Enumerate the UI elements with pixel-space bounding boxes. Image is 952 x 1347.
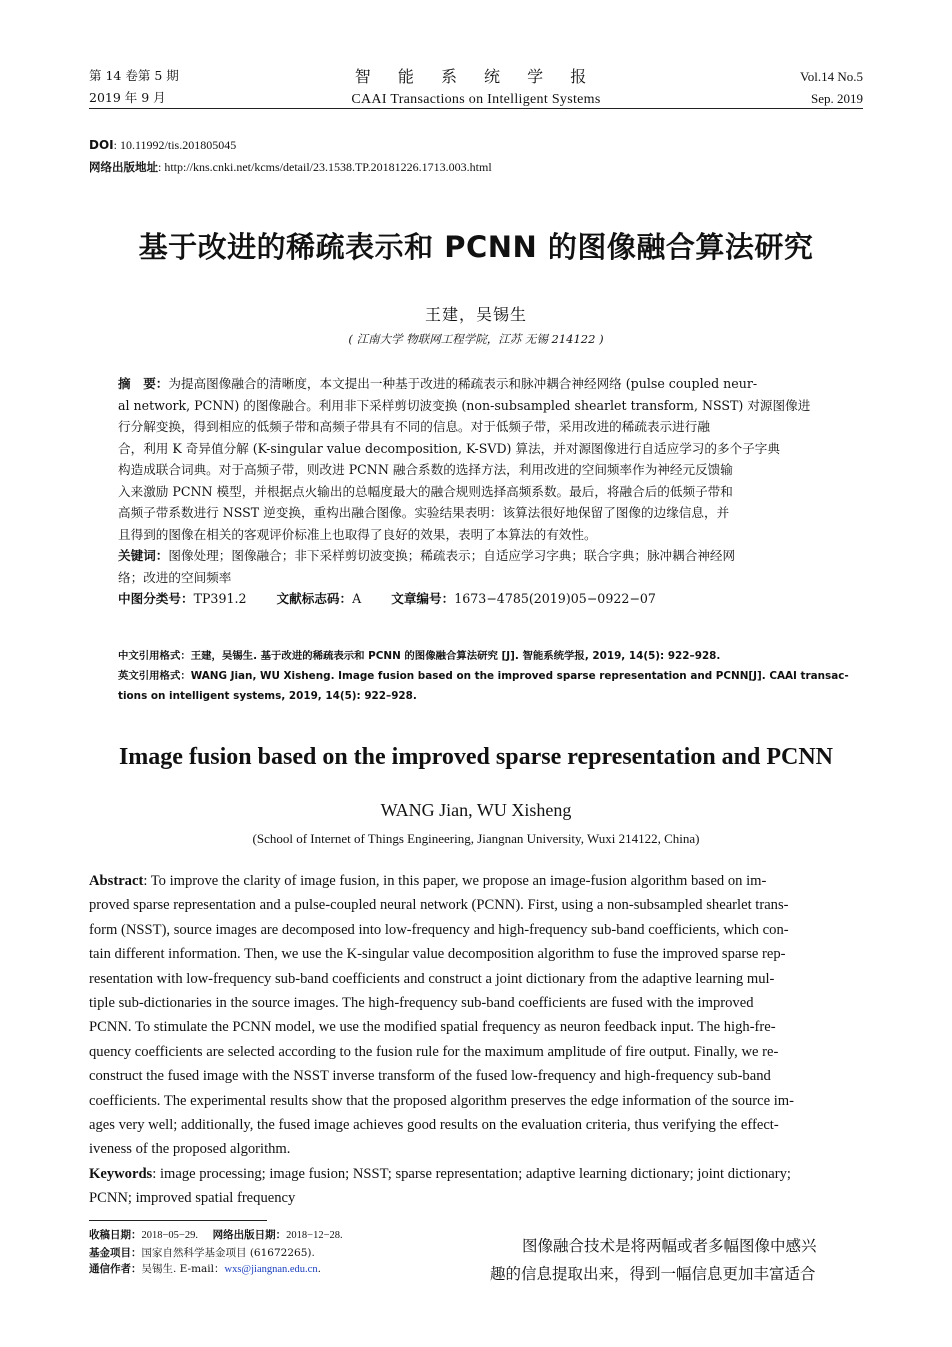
intro-line: 趣的信息提取出来，得到一幅信息更加丰富适合 [490,1265,816,1283]
abstract-cn-label: 摘 要： [118,376,169,391]
abstract-cn-line: 合，利用 K 奇异值分解 (K-singular value decomposition, K-SVD) 算法，并对源图像进行自适应学习的多个子字典 [118,440,780,456]
date-en: Sep. 2019 [811,91,863,106]
abstract-en-line: iveness of the proposed algorithm. [89,1141,291,1158]
article-no-value: 1673−4785(2019)05−0922−07 [454,591,656,606]
journal-name-cn: 智 能 系 统 学 报 [354,67,598,86]
footnote-rule [89,1220,267,1221]
abstract-cn-line: 摘 要：为提高图像融合的清晰度，本文提出一种基于改进的稀疏表示和脉冲耦合神经网络 (pulse coupled neur- [118,376,758,391]
keywords-cn: 关键词：图像处理；图像融合；非下采样剪切波变换；稀疏表示；自适应学习字典；联合字典；脉冲耦合神经网 [118,548,736,563]
doc-code-label: 文献标志码： [276,591,353,606]
abstract-cn-line: 行分解变换，得到相应的低频子带和高频子带具有不同的信息。对于低频子带，采用改进的稀疏表示进行融 [118,419,710,434]
fund-label: 基金项目： [89,1246,142,1259]
volume-issue: 第 14 卷第 5 期 [89,68,179,83]
intro-text [490,1232,864,1288]
affiliation-cn: ( 江南大学 物联网工程学院，江苏 无锡 214122 ) [348,332,604,346]
abstract-en-line: resentation with low-frequency sub-band coefficients and construct a joint dictionary from the adaptive learning mul- [89,970,775,987]
abstract-en-line: Abstract: To improve the clarity of image fusion, in this paper, we propose an image-fusion algorithm based on im- [89,873,767,889]
online-value: : http://kns.cnki.net/kcms/detail/23.1538.TP.20181226.1713.003.html [158,160,492,174]
citation-en-cont: tions on intelligent systems, 2019, 14(5): 922–928. [118,690,417,702]
volume-info-en [800,69,863,107]
abstract-en-label: Abstract [89,873,144,889]
footnote-corr: 通信作者：吴锡生. E-mail：wxs@jiangnan.edu.cn. [89,1263,321,1275]
footnote-dates [89,1227,449,1245]
abstract-cn-line: 入来激励 PCNN 模型，并根据点火输出的总幅度最大的融合规则选择高频系数。最后，将融合后的低频子带和 [118,483,733,499]
classification-line [118,588,836,610]
abstract-cn-line: 高频子带系数进行 NSST 逆变换，重构出融合图像。实验结果表明：该算法很好地保留了图像的边缘信息，并 [118,505,730,520]
clc-label: 中图分类号： [118,591,194,606]
paper-title-cn: 基于改进的稀疏表示和 PCNN 的图像融合算法研究 [138,230,814,264]
doc-code-value: A [352,591,362,606]
corr-label: 通信作者： [89,1263,142,1275]
abstract-en-line: ages very well; additionally, the fused image achieves good results on the evaluation criteria, thus verifying the effect- [89,1117,779,1134]
intro-line: 图像融合技术是将两幅或者多幅图像中感兴 [522,1237,817,1255]
footnote [89,1227,449,1279]
authors-en: WANG Jian, WU Xisheng [380,800,572,820]
issue-info [89,68,179,106]
keywords-en-cont: PCNN; improved spatial frequency [89,1190,296,1207]
footnote-fund [89,1245,449,1262]
abstract-cn [118,373,836,610]
abstract-en-line: PCNN. To stimulate the PCNN model, we use the modified spatial frequency as neuron feedback input. The high-fre- [89,1019,776,1036]
citation-cn: 中文引用格式：王建，吴锡生. 基于改进的稀疏表示和 PCNN 的图像融合算法研究 [J]. 智能系统学报, 2019, 14(5): 922–928. [118,650,721,662]
doi-label: DOI [89,138,114,152]
affiliation-en: (School of Internet of Things Engineering, Jiangnan University, Wuxi 214122, China) [252,831,700,846]
keywords-en-label: Keywords [89,1165,153,1182]
clc-value: TP391.2 [193,591,247,606]
authors-cn: 王建，吴锡生 [424,305,527,324]
header-rule [89,108,863,109]
journal-name [300,64,652,108]
abstract-en-line: proved sparse representation and a pulse-coupled neural network (PCNN). First, using a non-subsampled shearlet trans- [89,897,789,914]
citation-block [118,646,858,706]
doi-value: : 10.11992/tis.201805045 [113,138,237,152]
abstract-cn-line: 构造成联合词典。对于高频子带，则改进 PCNN 融合系数的选择方法，利用改进的空间频率作为神经元反馈输 [118,462,733,477]
abstract-en-line: quency coefficients are selected according to the fusion rule for the maximum amplitude of fire output. Finally, we re- [89,1043,779,1060]
article-no-label: 文章编号： [391,591,455,606]
issue-date: 2019 年 9 月 [89,90,166,105]
online-date-value: 2018−12−28. [286,1230,343,1241]
journal-name-en: CAAI Transactions on Intelligent Systems [351,92,601,107]
email-link[interactable]: wxs@jiangnan.edu.cn [224,1264,318,1275]
abstract-cn-line: 且得到的图像在相关的客观评价标准上也取得了良好的效果，表明了本算法的有效性。 [118,526,597,542]
fund-value: 国家自然科学基金项目 (61672265). [141,1246,315,1259]
abstract-en-line: tain different information. Then, we use the K-singular value decomposition algorithm to fuse the improved sparse rep- [89,946,786,963]
keywords-cn-label: 关键词： [118,548,169,563]
abstract-en-line: construct the fused image with the NSST inverse transform of the fused low-frequency and high-frequency sub-band [89,1068,771,1085]
abstract-cn-line: al network, PCNN) 的图像融合。利用非下采样剪切波变换 (non-subsampled shearlet transform, NSST) 对源图像进 [118,397,811,413]
volume-en: Vol.14 No.5 [800,69,863,84]
doi-block [89,136,492,176]
paper-title-en: Image fusion based on the improved sparse representation and PCNN [118,744,834,770]
online-label: 网络出版地址 [89,160,158,174]
abstract-en-line: form (NSST), source images are decomposed into low-frequency and high-frequency sub-band coefficients, which con- [89,921,789,938]
online-date-label: 网络出版日期： [212,1229,287,1241]
corr-value: 吴锡生. E-mail： [141,1263,225,1275]
abstract-en [89,869,865,1211]
received-label: 收稿日期： [89,1229,142,1241]
doi-line [89,136,492,154]
abstract-en-line: coefficients. The experimental results show that the proposed algorithm preserves the edge information of the source im- [89,1092,795,1109]
keywords-cn-cont: 络；改进的空间频率 [118,569,232,585]
online-line [89,158,492,176]
citation-en: 英文引用格式：WANG Jian, WU Xisheng. Image fusion based on the improved sparse representation and PCNN[J]. CAAI transac- [118,670,849,682]
keywords-en: Keywords: image processing; image fusion; NSST; sparse representation; adaptive learning dictionary; joint dictionary; [89,1165,791,1182]
received-value: 2018−05−29. [141,1230,198,1241]
abstract-en-line: tiple sub-dictionaries in the source images. The high-frequency sub-band coefficients are fused with the improved [89,995,754,1012]
